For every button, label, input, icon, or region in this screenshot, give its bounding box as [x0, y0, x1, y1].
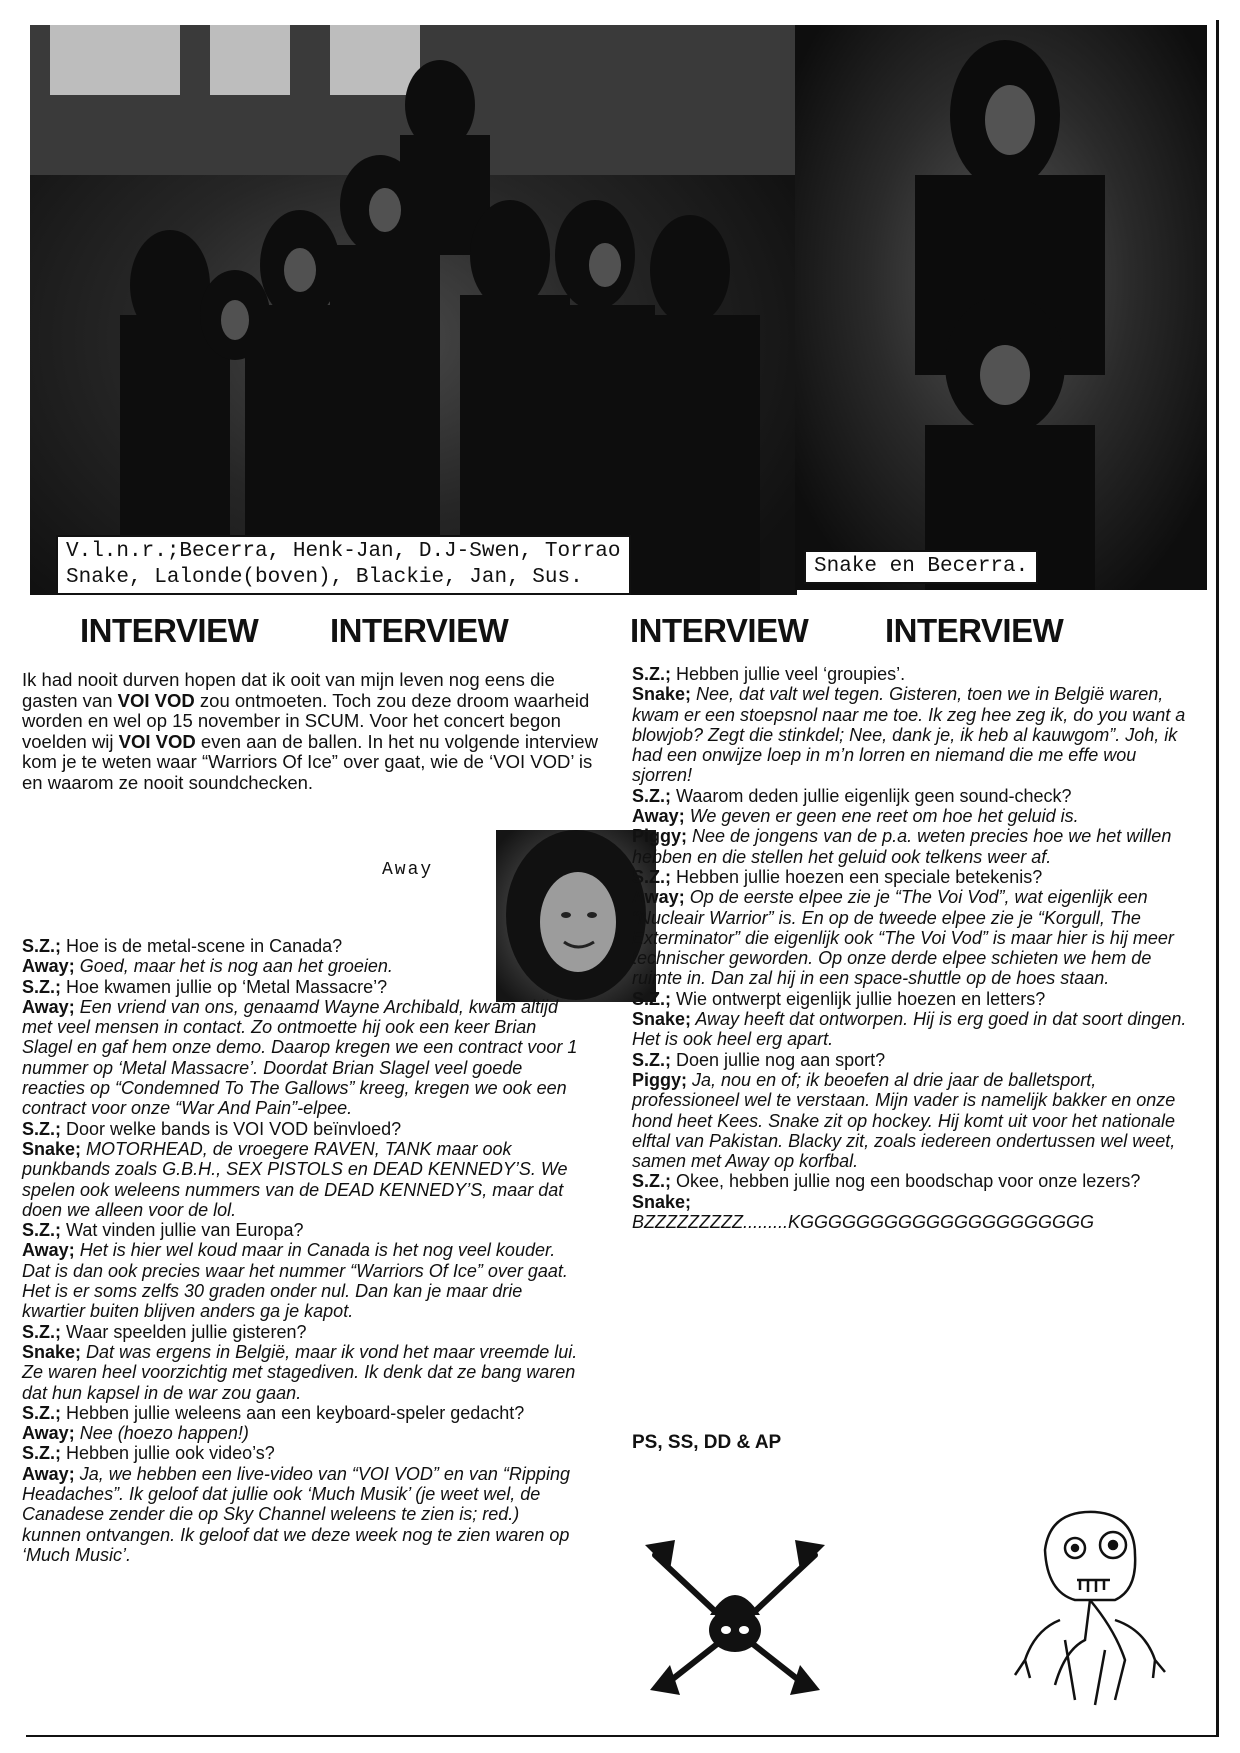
dialogue-line: [22, 1240, 582, 1321]
dialogue-text: Nee, dat valt wel tegen. Gisteren, toen we in België waren, kwam er een stoepsnol naar me toe. Ik zeg hee zeg ik, do you want a blowjob? Zegt die stinkdel; Nee, dank je, ik heb al kauwgom”. Joh, ik had een onwijze loep in m’n lorren en niemand die me effe wou sjorren!: [632, 684, 1186, 786]
intro-text-3: even aan de ballen. In het nu volgende interview kom je te weten waar “Warriors Of Ice” over gaat, wie de ‘VOI VOD’ is en waarom ze nooit soundchecken.: [22, 730, 598, 793]
dialogue-line: [632, 989, 1197, 1009]
speaker-name: S.Z.;: [22, 1443, 61, 1464]
intro-text-1: Ik had nooit durven hopen dat ik ooit van mijn leven nog eens die gasten van: [22, 669, 555, 711]
dialogue-text: Op de eerste elpee zie je “The Voi Vod”, wat eigenlijk een “Nucleair Warrior” is. En op de tweede elpee zie je “Korgull, The Exterminator” die eigenlijk ook “The Voi Vod” is maar hier is hij meer technischer geworden. Op onze derde elpee schieten we hem de ruimte in. Dan zal hij in een space-shuttle op de hoes staan.: [632, 887, 1174, 989]
left-dialogue: [22, 936, 582, 1565]
dialogue-text: Waar speelden jullie gisteren?: [61, 1321, 307, 1342]
speaker-name: Snake;: [22, 1138, 82, 1159]
dialogue-text: Ja, nou en of; ik beoefen al drie jaar de balletsport, professioneel wel te verstaan. Mijn vader is namelijk bakker en onze hond heet Kees. Snake zit op hockey. Hij komt uit voor het nationale elftal van Pakistan. Blacky zit, zoals iedereen ondertussen wel weet, samen met Away op korfbal.: [632, 1069, 1176, 1172]
dialogue-text: Nee (hoezo happen!): [74, 1423, 249, 1444]
caption-line-1: V.l.n.r.;Becerra, Henk-Jan, D.J-Swen, Torrao: [66, 540, 621, 563]
heading-interview-2: INTERVIEW: [330, 612, 509, 649]
dialogue-line: [632, 826, 1197, 867]
speaker-name: S.Z.;: [632, 785, 671, 806]
speaker-name: Away;: [22, 956, 75, 977]
dialogue-line: [22, 977, 582, 997]
intro-text-2: zou ontmoeten. Toch zou deze droom waarheid worden en wel op 15 november in SCUM. Voor het concert begon voelden wij: [22, 689, 590, 752]
dialogue-line: [22, 1403, 582, 1423]
dialogue-line: [22, 1423, 582, 1443]
speaker-name: S.Z.;: [22, 1220, 61, 1241]
dialogue-text: Hebben jullie hoezen een speciale betekenis?: [671, 866, 1043, 887]
heading-interview-4: INTERVIEW: [885, 612, 1064, 649]
dialogue-line: [632, 1050, 1197, 1070]
caption-line-2: Snake, Lalonde(boven), Blackie, Jan, Sus.: [66, 566, 583, 589]
dialogue-text: Door welke bands is VOI VOD beïnvloed?: [61, 1118, 402, 1139]
dialogue-line: [632, 684, 1197, 785]
group-photo-caption: [56, 535, 631, 595]
dialogue-line: [632, 1070, 1197, 1171]
speaker-name: Piggy;: [632, 826, 688, 847]
dialogue-text: Een vriend van ons, genaamd Wayne Archibald, kwam altijd met veel mensen in contact. Zo ontmoette hij ook een keer Brian Slagel en gaf hem onze demo. Daarop kregen we een contract voor 1 nummer op ‘Metal Massacre’. Doordat Brian Slagel veel goede reacties op “Condemned To The Gallows” kreeg, kregen we ook een contract voor onze “War And Pain”-elpee.: [22, 996, 578, 1119]
speaker-name: Away;: [22, 1463, 75, 1484]
speaker-name: S.Z.;: [22, 1118, 61, 1139]
dialogue-line: [22, 956, 582, 976]
dialogue-line: [632, 664, 1197, 684]
dialogue-text: Hebben jullie ook video’s?: [61, 1443, 275, 1464]
dialogue-text: Wie ontwerpt eigenlijk jullie hoezen en letters?: [671, 988, 1046, 1009]
dialogue-text: Hebben jullie weleens aan een keyboard-speler gedacht?: [61, 1402, 525, 1423]
snake-becerra-photo: [795, 25, 1207, 590]
dialogue-line: [22, 1220, 582, 1240]
speaker-name: S.Z.;: [632, 988, 671, 1009]
intro-paragraph: [22, 670, 602, 793]
dialogue-text: Nee de jongens van de p.a. weten precies hoe we het willen hebben en die stellen het geluid ook telkens weer af.: [632, 826, 1172, 867]
dialogue-line: [22, 1139, 582, 1220]
dialogue-line: [632, 786, 1197, 806]
speaker-name: S.Z.;: [632, 664, 671, 684]
dialogue-text: BZZZZZZZZZ.........KGGGGGGGGGGGGGGGGGGGGG: [632, 1212, 1094, 1233]
dialogue-line: [22, 1342, 582, 1403]
speaker-name: Snake;: [632, 1009, 692, 1030]
speaker-name: Snake;: [22, 1341, 82, 1362]
dialogue-text: Hoe is de metal-scene in Canada?: [61, 936, 343, 956]
dialogue-line: [22, 997, 582, 1119]
dialogue-line: [632, 1009, 1197, 1050]
speaker-name: S.Z.;: [632, 866, 671, 887]
away-label: Away: [382, 860, 434, 880]
band-group-photo: [30, 25, 797, 595]
dialogue-text: MOTORHEAD, de vroegere RAVEN, TANK maar ook punkbands zoals G.B.H., SEX PISTOLS en DEAD KENNEDY’S. We spelen ook weleens nummers van de DEAD KENNEDY’S, maar dat doen we alleen voor de lol.: [22, 1138, 568, 1220]
dialogue-line: [632, 1171, 1197, 1191]
dialogue-text: Hoe kwamen jullie op ‘Metal Massacre’?: [61, 976, 388, 997]
speaker-name: Away;: [22, 1240, 75, 1261]
heading-interview-3: INTERVIEW: [630, 612, 809, 649]
speaker-name: Away;: [632, 887, 685, 908]
dialogue-line: [632, 867, 1197, 887]
intro-band-1: VOI VOD: [117, 689, 195, 711]
speaker-name: S.Z.;: [22, 936, 61, 956]
dialogue-text: Hebben jullie veel ‘groupies’.: [671, 664, 906, 684]
intro-band-2: VOI VOD: [118, 730, 196, 752]
dialogue-line: [22, 936, 582, 956]
dialogue-text: Wat vinden jullie van Europa?: [61, 1220, 304, 1241]
dialogue-text: Doen jullie nog aan sport?: [671, 1049, 886, 1070]
dialogue-text: We geven er geen ene reet om hoe het geluid is.: [684, 806, 1079, 827]
dialogue-text: Dat was ergens in België, maar ik vond het maar vreemde lui. Ze waren heel voorzichtig met stagediven. Ik denk dat ze bang waren dat hun kapsel in de war zou gaan.: [22, 1341, 578, 1403]
dialogue-text: Goed, maar het is nog aan het groeien.: [74, 956, 393, 977]
speaker-name: Snake;: [632, 684, 692, 705]
signoff: PS, SS, DD & AP: [632, 1432, 782, 1453]
right-dialogue: [632, 664, 1197, 1232]
voivod-logo: [630, 1535, 840, 1700]
right-photo-caption: Snake en Becerra.: [804, 550, 1038, 584]
speaker-name: S.Z.;: [632, 1049, 671, 1070]
dialogue-line: [22, 1443, 582, 1463]
dialogue-line: [632, 887, 1197, 988]
speaker-name: Snake;: [632, 1191, 692, 1212]
speaker-name: S.Z.;: [22, 1321, 61, 1342]
speaker-name: Away;: [632, 806, 685, 827]
dialogue-text: Away heeft dat ontworpen. Hij is erg goed in dat soort dingen. Het is ook heel erg apart.: [632, 1009, 1187, 1050]
dialogue-text: Okee, hebben jullie nog een boodschap voor onze lezers?: [671, 1171, 1141, 1192]
dialogue-line: [22, 1464, 582, 1565]
speaker-name: Piggy;: [632, 1069, 688, 1090]
dialogue-text: Het is hier wel koud maar in Canada is het nog veel kouder. Dat is dan ook precies waar het nummer “Warriors Of Ice” over gaat. Het is er soms zelfs 30 graden onder nul. Dan kan je maar drie kwartier buiten blijven anders ga je kapot.: [22, 1240, 568, 1322]
dialogue-line: [632, 1212, 1197, 1232]
dialogue-line: [632, 1192, 1197, 1212]
dialogue-text: Waarom deden jullie eigenlijk geen sound-check?: [671, 785, 1072, 806]
speaker-name: Away;: [22, 996, 75, 1017]
heading-interview-1: INTERVIEW: [80, 612, 259, 649]
speaker-name: S.Z.;: [632, 1171, 671, 1192]
dialogue-line: [22, 1119, 582, 1139]
dialogue-line: [632, 806, 1197, 826]
zombie-illustration: [1005, 1500, 1175, 1710]
dialogue-text: Ja, we hebben een live-video van “VOI VOD” en van “Ripping Headaches”. Ik geloof dat jullie ook ‘Much Musik’ (je weet wel, de Canadese zender die op Sky Channel weleens te zien is; red.) kunnen ontvangen. Ik geloof dat we deze week nog te zien waren op ‘Much Music’.: [22, 1463, 570, 1565]
dialogue-line: [22, 1322, 582, 1342]
speaker-name: S.Z.;: [22, 1402, 61, 1423]
speaker-name: S.Z.;: [22, 976, 61, 997]
speaker-name: Away;: [22, 1423, 75, 1444]
